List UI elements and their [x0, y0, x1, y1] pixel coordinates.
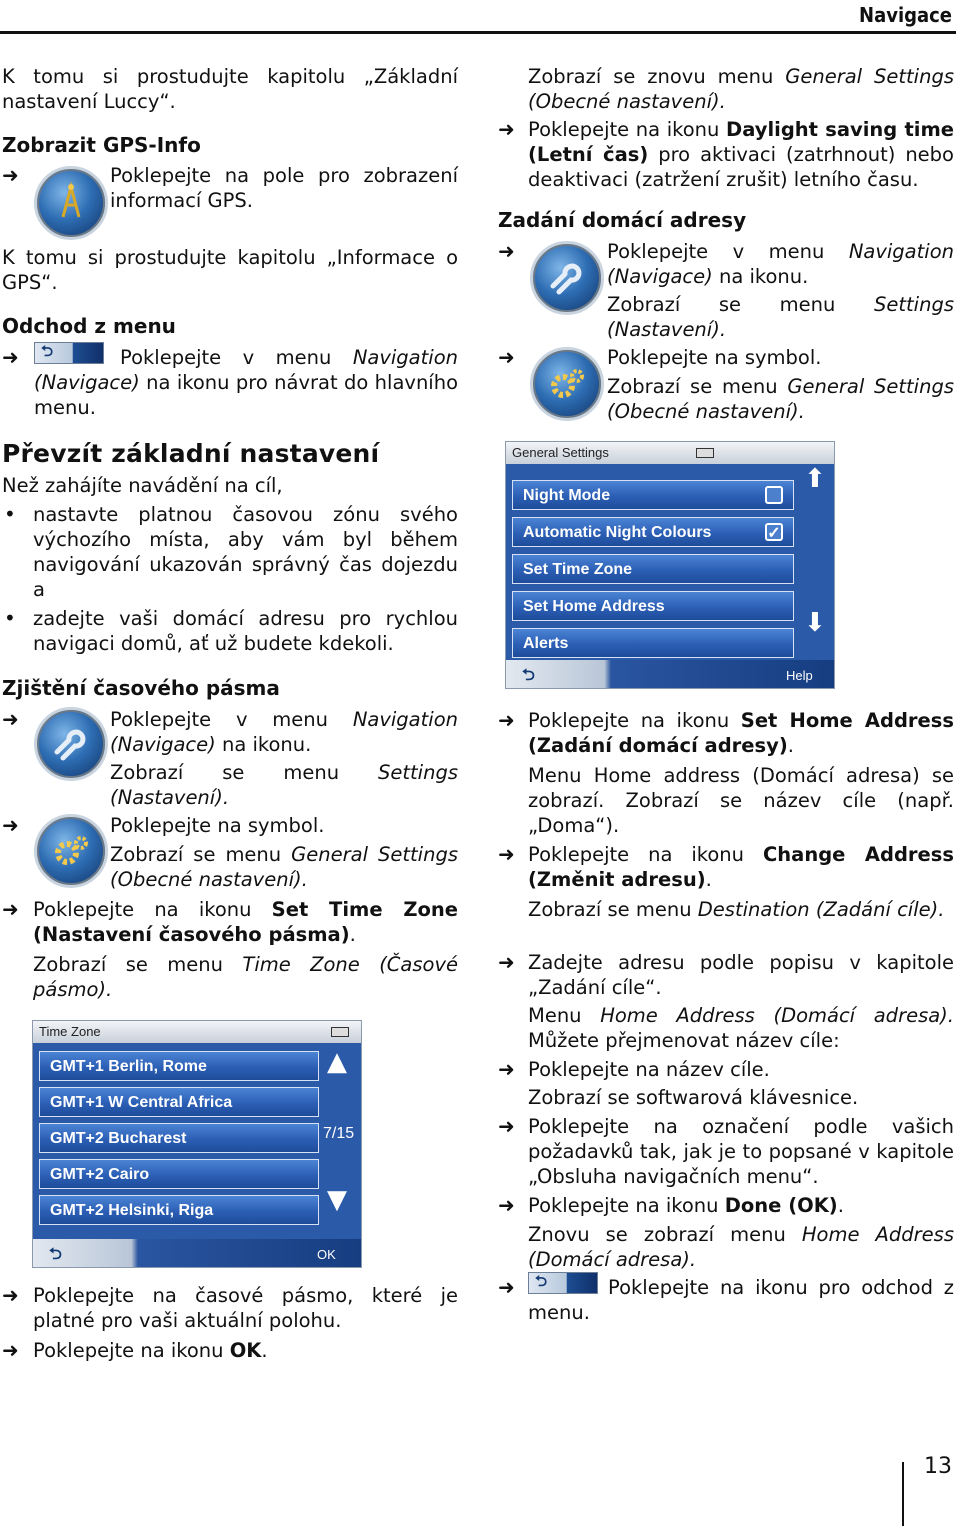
- dst-b: Daylight saving time (Letní čas): [528, 118, 954, 166]
- right-arrow-icon: ➜: [498, 239, 515, 263]
- exit-heading: Odchod z menu: [2, 314, 176, 338]
- auto-colours-row[interactable]: [512, 517, 794, 547]
- h-step8-b: Done (OK): [724, 1194, 838, 1217]
- right-arrow-icon: ➜: [2, 707, 19, 731]
- tz-step1-a: Poklepejte v menu: [110, 708, 328, 731]
- h-step1-a: Poklepejte v menu: [607, 240, 825, 263]
- h-step5-result: [528, 1003, 954, 1053]
- right-arrow-icon: ➜: [498, 1057, 515, 1081]
- tz-step3-result: [33, 952, 458, 1002]
- set-home-address-row[interactable]: Set Home Address: [512, 591, 794, 621]
- h-step8-res-a: Znovu se zobrazí menu: [528, 1223, 786, 1246]
- exit-step-nav: Navigation: [352, 346, 458, 369]
- h-step5-res-a: Menu: [528, 1004, 582, 1027]
- right-arrow-icon: ➜: [2, 345, 19, 369]
- tz-step1-nav: Navigation (Navigace): [110, 708, 458, 756]
- tz-heading: Zjištění časového pásma: [2, 676, 280, 700]
- h-step2-res-a: Zobrazí se menu: [607, 375, 778, 398]
- h-step2: Poklepejte na symbol.: [607, 346, 822, 369]
- tz-step1-result: [110, 760, 458, 810]
- h-step6: Poklepejte na název cíle.: [528, 1058, 770, 1081]
- h-step4-res-a: Zobrazí se menu: [528, 898, 692, 921]
- h-step8-res-b: Home Address (Domácí adresa).: [528, 1223, 954, 1271]
- tz-item[interactable]: GMT+2 Helsinki, Riga: [39, 1195, 319, 1225]
- exit-step-b: (Navigace): [34, 371, 140, 394]
- bullet-icon: •: [4, 606, 16, 630]
- gs-reappears: [528, 64, 954, 114]
- h-step4-result: [528, 897, 954, 922]
- tz-step2-res-b: General Settings (Obecné nastavení).: [110, 843, 458, 891]
- ok-button[interactable]: OK: [317, 1247, 336, 1262]
- h-step1-result: [607, 292, 954, 342]
- tz-step1-b: na ikonu.: [221, 733, 312, 756]
- general-settings-screenshot: [505, 441, 835, 689]
- h-step5: Zadejte adresu podle popisu v kapitole „Zadání cíle“.: [528, 951, 954, 999]
- gs-reappears-b: General Settings (Obecné nastavení).: [528, 65, 954, 113]
- h-step5-res-b: Home Address (Domácí adresa).: [600, 1004, 954, 1027]
- right-arrow-icon: ➜: [2, 897, 19, 921]
- tz-step5: Poklepejte na ikonu OK.: [33, 1339, 268, 1362]
- tz-step3-res-b: Time Zone (Časové pásmo).: [33, 953, 458, 1001]
- h-step1: [607, 239, 954, 289]
- tz-step2-res-a: Zobrazí se menu: [110, 843, 282, 866]
- tz-step3-a: Poklepejte na ikonu: [33, 898, 252, 921]
- back-icon[interactable]: ⮌: [522, 665, 535, 684]
- wrench-icon: [530, 241, 604, 315]
- dst-c: pro aktivaci (zatrhnout) nebo deaktivaci (zatržení zrušit) letního času.: [528, 143, 954, 191]
- home-heading: Zadání domácí adresy: [498, 208, 747, 232]
- h-step4-res-b: Destination (Zadání cíle).: [697, 898, 945, 921]
- scroll-up-icon[interactable]: ⬆: [804, 464, 826, 494]
- bullet-1: nastavte platnou časovou zónu svého výchozího místa, aby vám byl během navigování ukazován správný čas dojezdu a: [33, 503, 458, 601]
- header-title: Navigace: [859, 3, 952, 27]
- auto-colours-label: Automatic Night Colours: [523, 524, 712, 541]
- page-indicator: 7/15: [323, 1125, 355, 1142]
- right-arrow-icon: ➜: [498, 117, 515, 141]
- h-step5-res-c: Můžete přejmenovat název cíle:: [528, 1029, 840, 1052]
- tz-step1-res-b: Settings (Nastavení).: [110, 761, 458, 809]
- right-arrow-icon: ➜: [2, 163, 19, 187]
- gear-icon: [34, 814, 108, 888]
- tz-step5-a: Poklepejte na ikonu: [33, 1339, 224, 1362]
- tz-screen-footer: [33, 1239, 361, 1267]
- right-arrow-icon: ➜: [498, 842, 515, 866]
- scroll-up-icon[interactable]: ▲: [327, 1047, 347, 1077]
- exit-step-a: Poklepejte v menu: [120, 346, 332, 369]
- right-arrow-icon: ➜: [2, 1338, 19, 1362]
- right-arrow-icon: ➜: [2, 1283, 19, 1307]
- right-arrow-icon: ➜: [498, 1193, 515, 1217]
- help-button[interactable]: Help: [786, 668, 813, 683]
- satellite-icon: [34, 166, 108, 240]
- exit-step: [34, 345, 458, 420]
- h-step3-result: Menu Home address (Domácí adresa) se zobrazí. Zobrazí se název cíle (např. „Doma“).: [528, 764, 954, 837]
- bullet-icon: •: [4, 502, 16, 526]
- tz-step3: Poklepejte na ikonu Set Time Zone (Nastavení časového pásma).: [33, 898, 458, 946]
- h-step2-result: [607, 374, 954, 424]
- gs-reappears-a: Zobrazí se znovu menu: [528, 65, 774, 88]
- intro-paragraph: K tomu si prostudujte kapitolu „Základní nastavení Luccy“.: [2, 65, 458, 113]
- battery-icon: [331, 1027, 349, 1037]
- gps-heading: Zobrazit GPS-Info: [2, 133, 201, 157]
- bullet-2: zadejte vaši domácí adresu pro rychlou navigaci domů, ať už budete kdekoli.: [33, 607, 458, 655]
- dst-a: Poklepejte na ikonu: [528, 118, 720, 141]
- tz-step2: Poklepejte na symbol.: [110, 814, 325, 837]
- tz-step2-result: [110, 842, 458, 892]
- h-step1-b: na ikonu.: [718, 265, 809, 288]
- time-zone-screenshot: [32, 1020, 362, 1268]
- h-step7: Poklepejte na označení podle vašich požadavků tak, jak je to popsané v kapitole „Obsluha navigačních menu“.: [528, 1115, 954, 1188]
- tz-item[interactable]: GMT+1 Berlin, Rome: [39, 1051, 319, 1081]
- tz-screen-title: Time Zone: [33, 1021, 361, 1043]
- night-mode-row[interactable]: [512, 480, 794, 510]
- auto-colours-checkbox[interactable]: ✓: [765, 523, 783, 541]
- night-mode-checkbox[interactable]: [765, 486, 783, 504]
- h-step4-a: Poklepejte na ikonu: [528, 843, 745, 866]
- gps-ref: K tomu si prostudujte kapitolu „Informace o GPS“.: [2, 246, 458, 294]
- dst-step: [528, 117, 954, 192]
- page-number-rule: [902, 1462, 904, 1526]
- tz-item[interactable]: GMT+2 Cairo: [39, 1159, 319, 1189]
- right-arrow-icon: ➜: [498, 950, 515, 974]
- h-step9: Poklepejte na ikonu pro odchod z menu.: [528, 1276, 954, 1324]
- tz-item[interactable]: GMT+1 W Central Africa: [39, 1087, 319, 1117]
- right-arrow-icon: ➜: [498, 708, 515, 732]
- h-step1-nav: Navigation (Navigace): [607, 240, 954, 288]
- h-step4-b: Change Address (Změnit adresu): [528, 843, 954, 891]
- header-rule: [0, 31, 956, 34]
- gs-screen-title: General Settings: [506, 442, 834, 464]
- h-step3: Poklepejte na ikonu Set Home Address (Zadání domácí adresy).: [528, 709, 954, 757]
- tz-step5-b: OK: [229, 1339, 262, 1362]
- back-icon: ⮌: [34, 342, 104, 364]
- right-arrow-icon: ➜: [498, 345, 515, 369]
- h-step3-b: Set Home Address (Zadání domácí adresy): [528, 709, 954, 757]
- battery-icon: [696, 448, 714, 458]
- gear-icon: [530, 347, 604, 421]
- h-step8: Poklepejte na ikonu Done (OK).: [528, 1194, 844, 1217]
- right-arrow-icon: ➜: [498, 1114, 515, 1138]
- h-step4: Poklepejte na ikonu Change Address (Změnit adresu).: [528, 843, 954, 891]
- tz-step4: Poklepejte na časové pásmo, které je platné pro vaši aktuální polohu.: [33, 1284, 458, 1332]
- exit-step-c: na ikonu pro návrat do hlavního menu.: [34, 371, 459, 419]
- h-step1-res-a: Zobrazí se menu: [607, 293, 836, 316]
- gs-screen-footer: [506, 660, 834, 688]
- adopt-intro: Než zahájíte navádění na cíl,: [2, 474, 283, 497]
- tz-step3-res-a: Zobrazí se menu: [33, 953, 223, 976]
- scroll-down-icon[interactable]: ⬇: [804, 608, 826, 638]
- h-step3-a: Poklepejte na ikonu: [528, 709, 730, 732]
- back-icon[interactable]: ⮌: [49, 1244, 62, 1263]
- h-step1-res-b: Settings (Nastavení).: [607, 293, 954, 341]
- night-mode-label: Night Mode: [523, 487, 611, 504]
- wrench-icon: [34, 707, 108, 781]
- adopt-heading: Převzít základní nastavení: [2, 439, 380, 468]
- page-number: 13: [924, 1454, 952, 1479]
- set-time-zone-row[interactable]: Set Time Zone: [512, 554, 794, 584]
- back-icon: ⮌: [528, 1272, 598, 1294]
- h-step6-result: Zobrazí se softwarová klávesnice.: [528, 1086, 859, 1109]
- h-step8-a: Poklepejte na ikonu: [528, 1194, 719, 1217]
- right-arrow-icon: ➜: [498, 1275, 515, 1299]
- tz-step1-res-a: Zobrazí se menu: [110, 761, 340, 784]
- alerts-row[interactable]: Alerts: [512, 628, 794, 658]
- scroll-down-icon[interactable]: ▼: [327, 1185, 347, 1215]
- tz-step1: [110, 707, 458, 757]
- h-step8-result: [528, 1222, 954, 1272]
- gps-step: Poklepejte na pole pro zobrazení informací GPS.: [110, 164, 458, 212]
- right-arrow-icon: ➜: [2, 813, 19, 837]
- tz-item[interactable]: GMT+2 Bucharest: [39, 1123, 319, 1153]
- tz-step3-b: Set Time Zone (Nastavení časového pásma): [33, 898, 458, 946]
- h-step2-res-b: General Settings (Obecné nastavení).: [607, 375, 954, 423]
